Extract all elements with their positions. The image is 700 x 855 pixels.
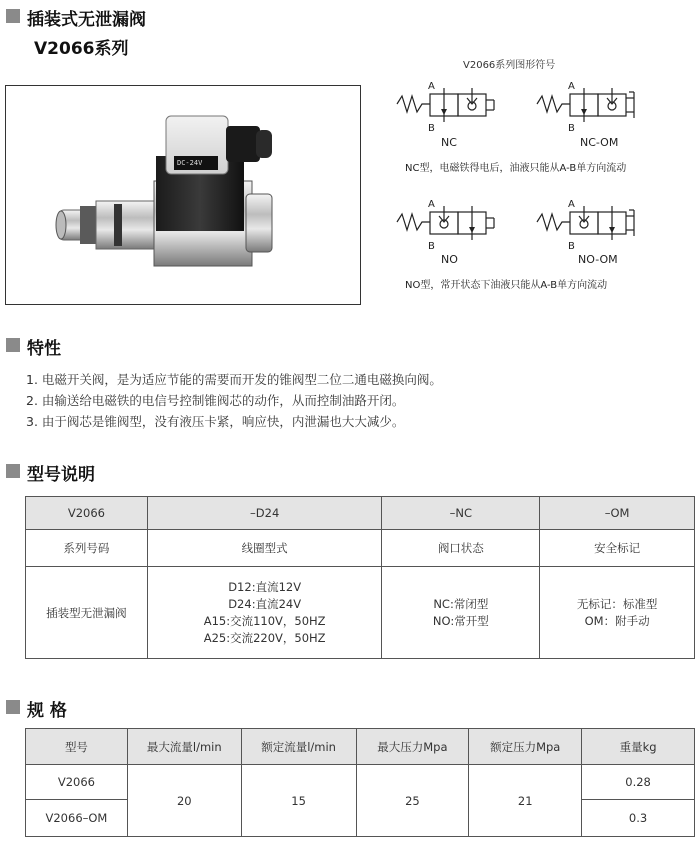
spec-header-cell: 型号: [26, 729, 128, 765]
symbol-no-om-label: NO-OM: [578, 253, 618, 266]
symbol-nc-om-label: NC-OM: [580, 136, 619, 149]
model-label-row: [26, 530, 695, 567]
model-type-cell: 插装型无泄漏阀: [26, 567, 148, 659]
coil-option: A15:交流110V，50HZ: [203, 613, 326, 628]
model-label-cell: 安全标记: [540, 530, 695, 567]
features-heading: 特性: [27, 339, 61, 359]
model-code-cell: V2066: [26, 497, 148, 530]
model-table: [25, 496, 695, 659]
symbol-nc-port-b: B: [428, 123, 435, 134]
features-square-icon: [6, 338, 20, 352]
model-label-cell: 阀口状态: [382, 530, 540, 567]
symbol-nc-om-port-b: B: [568, 123, 575, 134]
symbol-no-om-port-b: B: [568, 241, 575, 252]
spec-max-flow-cell: 20: [127, 765, 241, 837]
page-title: 插装式无泄漏阀: [27, 10, 146, 30]
feature-item-1: 1. 电磁开关阀，是为适应节能的需要而开发的锥阀型二位二通电磁换向阀。: [26, 372, 442, 387]
title-square-icon: [6, 9, 20, 23]
symbol-no-diagram: [395, 198, 495, 248]
spec-max-pressure-cell: 25: [356, 765, 469, 837]
model-label-cell: 线圈型式: [147, 530, 382, 567]
model-safety-cell: [540, 567, 695, 659]
safety-option: 无标记：标准型: [576, 596, 658, 611]
model-heading: 型号说明: [27, 465, 95, 485]
coil-option: D12:直流12V: [228, 579, 302, 594]
model-code-cell: –NC: [382, 497, 540, 530]
spec-square-icon: [6, 700, 20, 714]
valve-photo-image: [6, 86, 360, 304]
state-option: NO:常开型: [432, 613, 489, 628]
symbol-nc-port-a: A: [428, 81, 435, 92]
model-coil-cell: [147, 567, 382, 659]
spec-table: [25, 728, 695, 837]
spec-weight-cell: 0.3: [582, 800, 695, 837]
symbol-no-label: NO: [441, 253, 458, 266]
coil-label: DC-24V: [177, 159, 203, 167]
model-detail-row: [26, 567, 695, 659]
model-label-cell: 系列号码: [26, 530, 148, 567]
coil-option: D24:直流24V: [228, 596, 302, 611]
spec-header-row: [26, 729, 695, 765]
spec-header-cell: 额定压力Mpa: [469, 729, 582, 765]
model-state-cell: [382, 567, 540, 659]
model-code-row: [26, 497, 695, 530]
spec-model-cell: V2066: [26, 765, 128, 800]
spec-rated-flow-cell: 15: [241, 765, 356, 837]
symbol-no-note: NO型，常开状态下油液只能从A-B单方向流动: [405, 280, 608, 291]
symbol-no-port-b: B: [428, 241, 435, 252]
spec-model-cell: V2066–OM: [26, 800, 128, 837]
feature-item-3: 3. 由于阀芯是锥阀型，没有液压卡紧，响应快，内泄漏也大大减少。: [26, 414, 405, 429]
model-code-cell: –OM: [540, 497, 695, 530]
product-photo-frame: [5, 85, 361, 305]
symbol-nc-note: NC型，电磁铁得电后，油液只能从A-B单方向流动: [405, 163, 627, 174]
coil-option: A25:交流220V，50HZ: [203, 630, 326, 645]
spec-weight-cell: 0.28: [582, 765, 695, 800]
symbol-nc-om-diagram: [535, 80, 635, 130]
spec-header-cell: 额定流量l/min: [241, 729, 356, 765]
series-title: V2066系列: [34, 39, 129, 59]
symbols-caption: V2066系列图形符号: [463, 60, 556, 71]
model-code-cell: –D24: [147, 497, 382, 530]
symbol-nc-om-port-a: A: [568, 81, 575, 92]
symbol-no-port-a: A: [428, 199, 435, 210]
spec-header-cell: 最大压力Mpa: [356, 729, 469, 765]
symbol-nc-label: NC: [441, 136, 457, 149]
model-square-icon: [6, 464, 20, 478]
symbol-no-om-port-a: A: [568, 199, 575, 210]
spec-header-cell: 重量kg: [582, 729, 695, 765]
symbol-no-om-diagram: [535, 198, 635, 248]
spec-row: [26, 765, 695, 800]
spec-header-cell: 最大流量l/min: [127, 729, 241, 765]
symbol-nc-diagram: [395, 80, 495, 130]
feature-item-2: 2. 由输送给电磁铁的电信号控制锥阀芯的动作，从而控制油路开闭。: [26, 393, 405, 408]
safety-option: OM：附手动: [584, 613, 650, 628]
spec-rated-pressure-cell: 21: [469, 765, 582, 837]
state-option: NC:常闭型: [433, 596, 489, 611]
spec-heading: 规 格: [27, 701, 67, 721]
